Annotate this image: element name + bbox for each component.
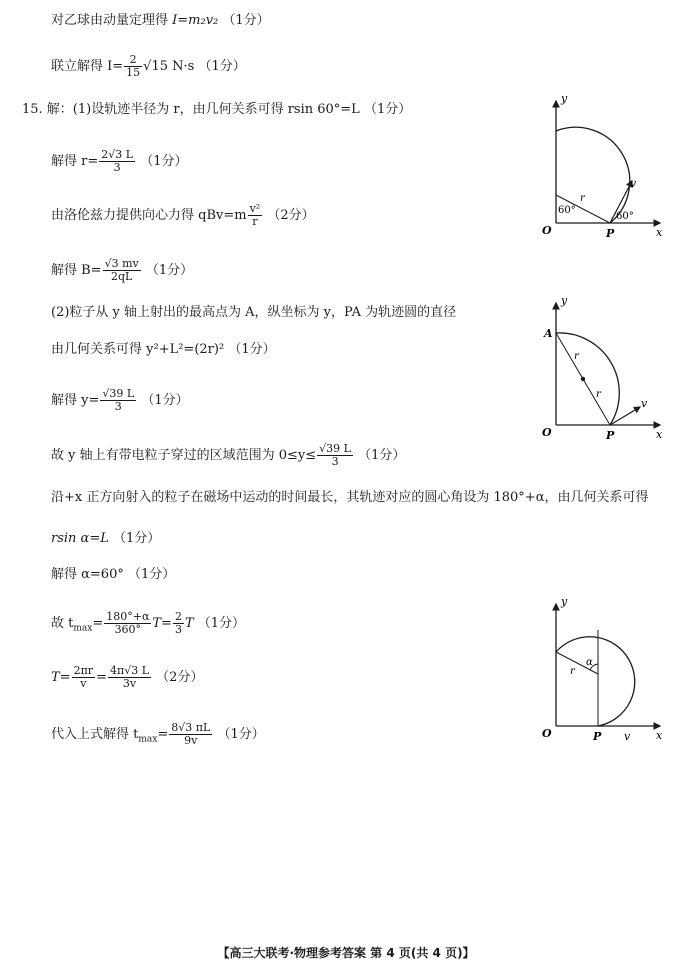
label-y: y xyxy=(561,95,568,105)
fraction xyxy=(317,443,353,468)
line-solve-y xyxy=(51,388,189,413)
text: 解得 α=60° xyxy=(51,567,124,582)
figure-3 xyxy=(538,598,668,747)
line-momentum xyxy=(51,12,270,30)
line-alpha xyxy=(51,566,175,584)
line-solve-r xyxy=(51,149,187,174)
text: 故 y 轴上有带电粒子穿过的区域范围为 0≤y≤ xyxy=(51,448,317,463)
line-tmax xyxy=(51,611,245,638)
trajectory-arc xyxy=(556,333,619,425)
label-angle-1: 60° xyxy=(558,205,576,216)
text: T= xyxy=(51,670,71,685)
fraction xyxy=(72,665,96,690)
score: （1分） xyxy=(363,102,412,117)
score: （1分） xyxy=(358,448,406,463)
line-period xyxy=(51,665,203,690)
text: 15. 解：(1)设轨迹半径为 r，由几何关系可得 rsin 60°=L xyxy=(22,102,360,117)
numerator: √39 L xyxy=(319,442,351,455)
denominator: 2qL xyxy=(110,270,133,283)
denominator: 3 xyxy=(114,400,122,413)
denominator: 3 xyxy=(174,623,182,636)
text: 解得 B= xyxy=(51,263,102,278)
denominator: 3v xyxy=(122,677,137,690)
line-geometry xyxy=(51,341,276,359)
label-p: P xyxy=(606,227,615,240)
denominator: 360° xyxy=(114,623,142,636)
line-range xyxy=(51,443,405,468)
denominator: 9v xyxy=(184,734,198,747)
label-x: x xyxy=(656,729,663,742)
fraction xyxy=(104,611,151,636)
text: 沿+x 正方向射入的粒子在磁场中运动的时间最长，其轨迹对应的圆心角设为 180°+α，由几何关系可得 xyxy=(51,490,649,505)
fraction xyxy=(169,722,212,747)
text: 由洛伦兹力提供向心力得 qBv=m xyxy=(51,208,247,223)
score: （1分） xyxy=(198,59,246,74)
fraction xyxy=(248,203,263,228)
text: 故 t xyxy=(51,616,74,631)
line-longest-time xyxy=(51,489,648,507)
score: （1分） xyxy=(140,154,188,169)
score: （1分） xyxy=(228,342,276,357)
fraction xyxy=(108,665,151,690)
trajectory-circle xyxy=(556,637,635,726)
subscript: max xyxy=(138,734,158,745)
line-lorentz xyxy=(51,203,315,228)
denominator: r xyxy=(252,215,258,228)
score: （1分） xyxy=(217,727,265,742)
fraction xyxy=(103,258,141,283)
numerator: 2√3 L xyxy=(101,148,134,161)
numerator: 2 xyxy=(124,54,142,67)
fraction xyxy=(100,388,136,413)
fraction xyxy=(124,54,142,79)
label-r-1: r xyxy=(574,351,579,362)
denominator: 3 xyxy=(331,455,339,468)
line-final-tmax xyxy=(51,722,265,749)
label-o: O xyxy=(542,727,552,740)
text: √15 N·s xyxy=(143,59,195,74)
line-rsin xyxy=(51,530,160,548)
score: （1分） xyxy=(113,531,161,546)
text: (2)粒子从 y 轴上射出的最高点为 A，纵坐标为 y，PA 为轨迹圆的直径 xyxy=(51,305,457,320)
label-r: r xyxy=(570,666,575,677)
line-q15-head xyxy=(22,101,411,119)
label-angle-2: 60° xyxy=(616,211,634,222)
figure-2 xyxy=(538,297,668,446)
score: （1分） xyxy=(197,616,246,631)
text: 联立解得 I= xyxy=(51,59,124,74)
score: （2分） xyxy=(267,208,315,223)
label-x: x xyxy=(656,428,663,441)
numerator: √39 L xyxy=(102,387,135,400)
text: 代入上式解得 t xyxy=(51,727,139,742)
label-r-2: r xyxy=(596,389,601,400)
numerator: 2πr xyxy=(73,664,94,677)
text: 对乙球由动量定理得 xyxy=(51,13,173,28)
fraction xyxy=(173,611,184,636)
denominator: v xyxy=(80,677,87,690)
label-o: O xyxy=(542,224,552,237)
score: （2分） xyxy=(156,670,204,685)
text: 由几何关系可得 y²+L²=(2r)² xyxy=(51,342,225,357)
text: 解得 y= xyxy=(51,393,100,408)
label-x: x xyxy=(656,226,663,239)
numerator: 180°+α xyxy=(106,610,150,623)
line-solve-B xyxy=(51,258,193,283)
numerator: 2 xyxy=(174,610,182,623)
numerator: 4π√3 L xyxy=(109,664,150,677)
text: = xyxy=(157,727,169,742)
center-dot xyxy=(581,377,585,381)
denominator: 3 xyxy=(113,161,121,174)
label-y: y xyxy=(561,598,568,608)
label-o: O xyxy=(542,426,552,439)
label-r: r xyxy=(580,193,585,204)
numerator: √3 mv xyxy=(104,257,139,270)
score: （1分） xyxy=(141,393,189,408)
label-v: v xyxy=(630,177,637,190)
fraction xyxy=(99,149,135,174)
equation: I=m₂v₂ xyxy=(172,13,219,28)
subscript: max xyxy=(73,623,93,634)
score: （1分） xyxy=(128,567,176,582)
numerator: v² xyxy=(249,202,261,215)
page-footer: 【高三大联考·物理参考答案 第 4 页(共 4 页)】 xyxy=(217,946,475,960)
label-p: P xyxy=(606,429,615,442)
text: 解得 r= xyxy=(51,154,99,169)
text: = xyxy=(96,670,107,685)
figure-1 xyxy=(538,95,668,244)
label-p: P xyxy=(593,730,602,743)
score: （1分） xyxy=(145,263,194,278)
text: T xyxy=(184,616,194,631)
line-solve-I xyxy=(51,54,246,79)
label-alpha: α xyxy=(586,657,593,668)
label-a: A xyxy=(544,327,553,340)
line-part2-head xyxy=(51,304,456,322)
numerator: 8√3 πL xyxy=(171,721,211,734)
text: T= xyxy=(152,616,172,631)
score: （1分） xyxy=(222,13,270,28)
label-v: v xyxy=(624,730,631,743)
text: = xyxy=(92,616,104,631)
equation: rsin α=L xyxy=(51,531,109,546)
label-y: y xyxy=(561,297,568,307)
denominator: 15 xyxy=(126,66,141,79)
label-v: v xyxy=(641,397,648,410)
